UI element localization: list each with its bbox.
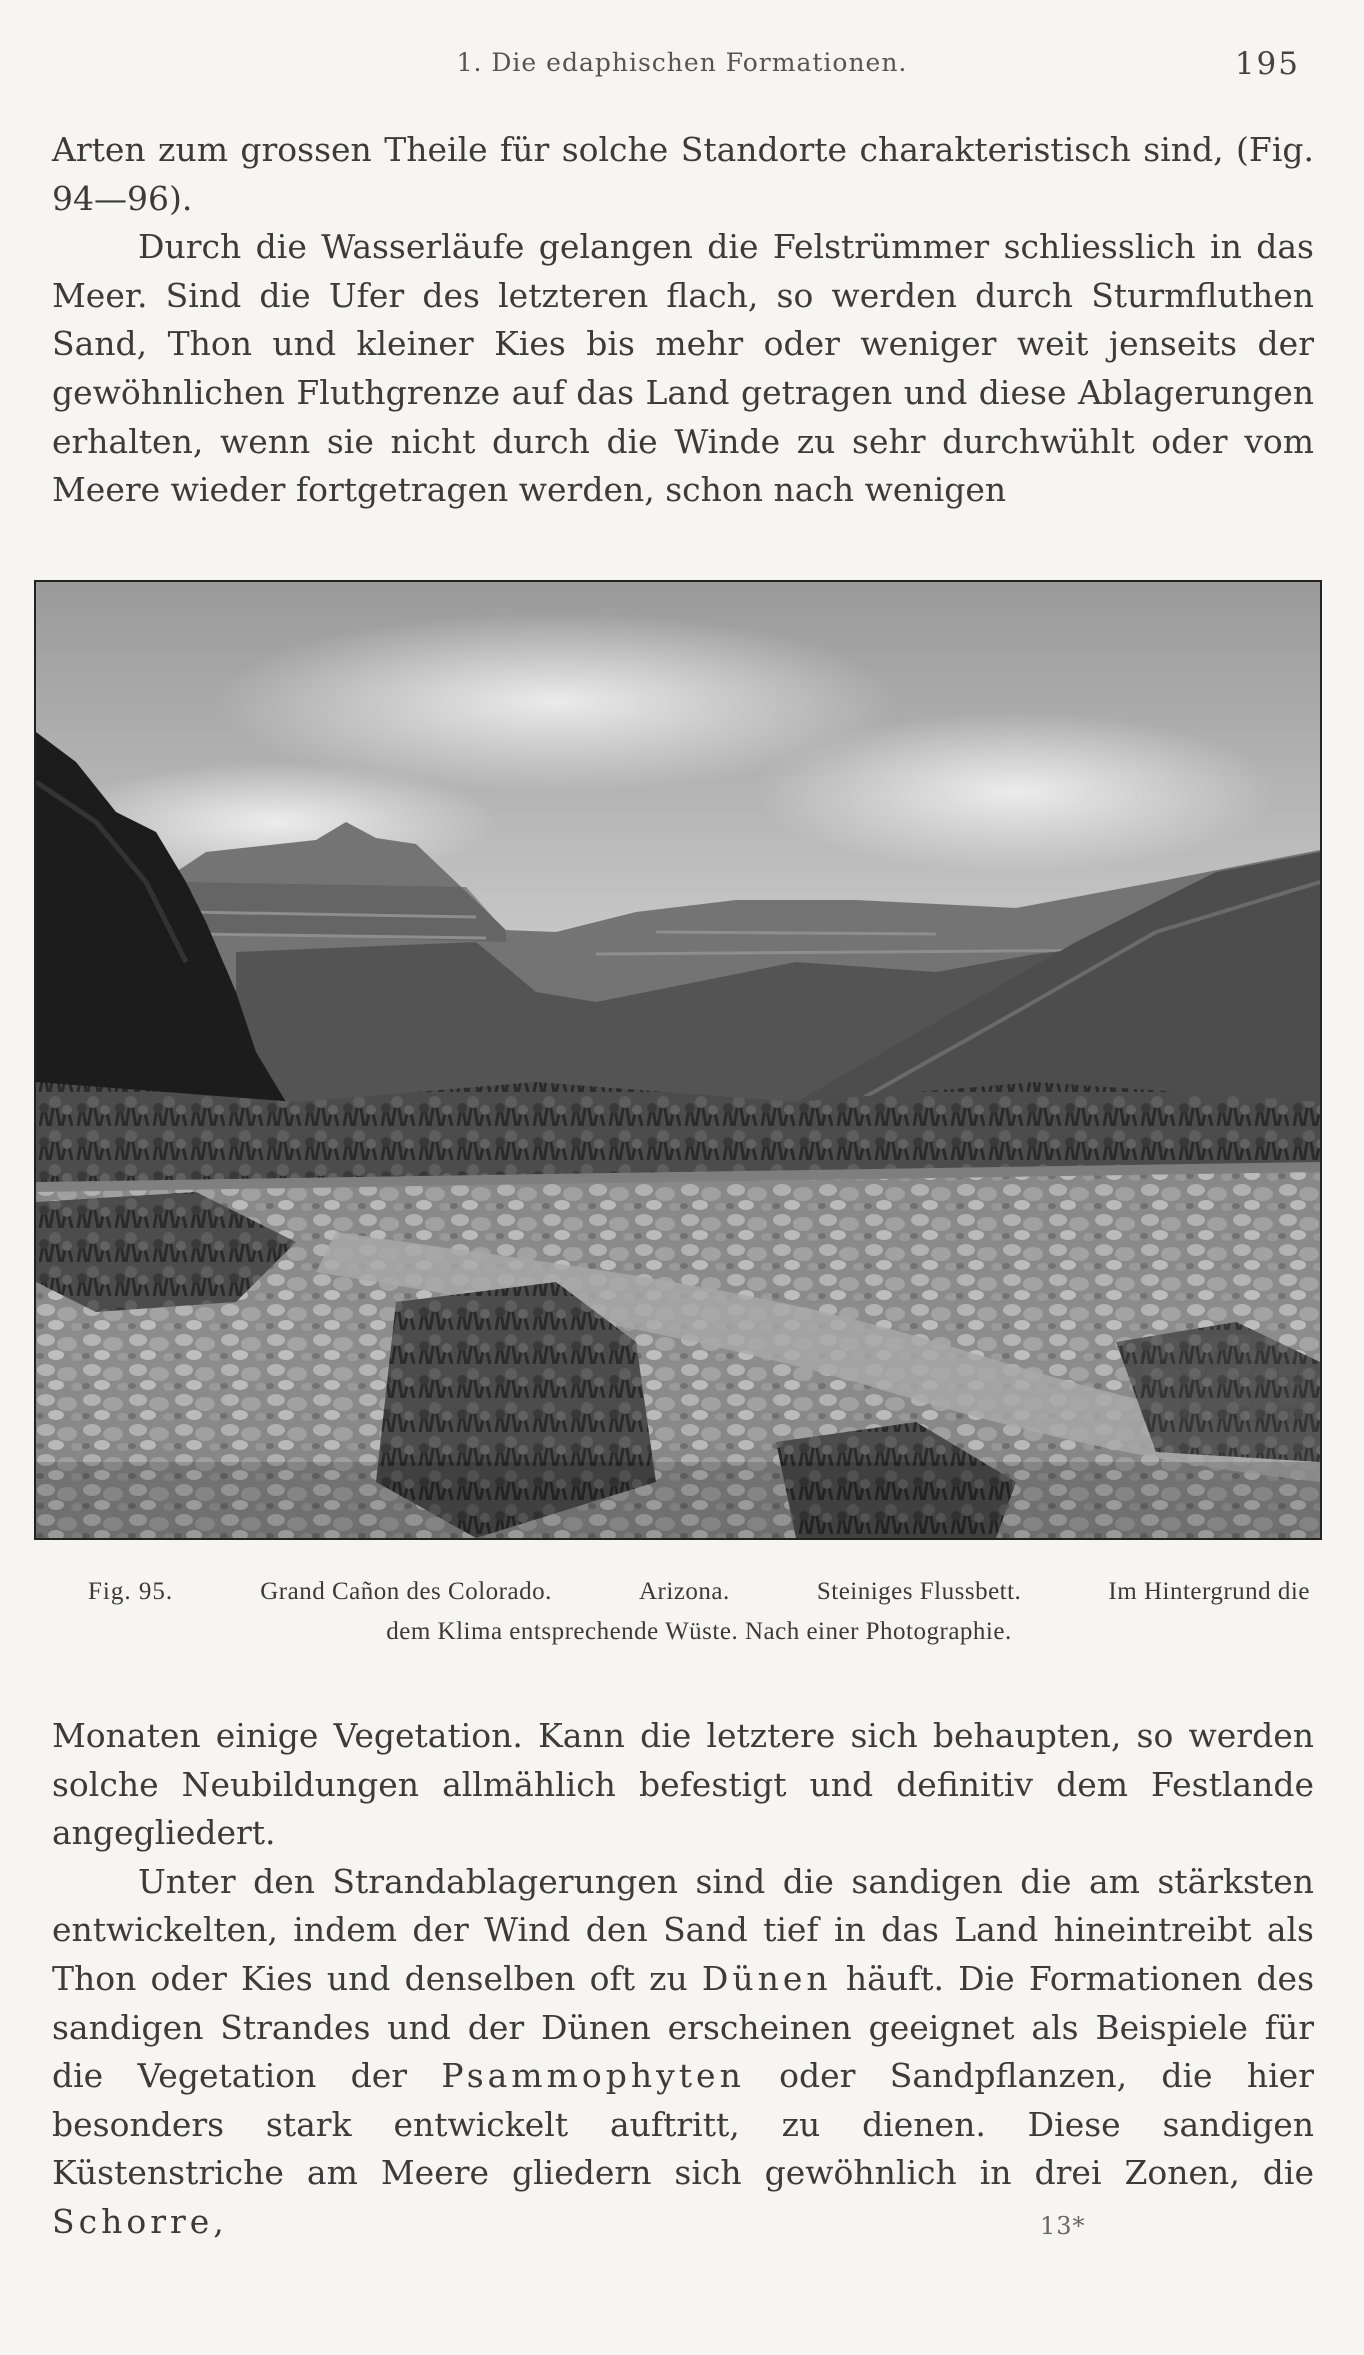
figure-caption (88, 1572, 1310, 1652)
text-run: Unter den Strandablagerungen sind die sandigen die am stärksten entwickelten, indem der Wind den Sand tief in das Land hineintreibt als Thon oder Kies und denselben oft zu (52, 1861, 1314, 1998)
caption-line (88, 1572, 1310, 1612)
emphasized-term: Psammophyten (441, 2056, 745, 2096)
running-head (52, 48, 1312, 88)
caption-line: dem Klima entsprechende Wüste. Nach einer Photographie. (386, 1618, 1012, 1645)
signature-mark: 13* (1040, 2212, 1086, 2240)
body-text-bottom (52, 1712, 1314, 2247)
caption-segment: Im Hintergrund die (1108, 1578, 1310, 1605)
paragraph (52, 1858, 1314, 2247)
body-text-top (52, 126, 1314, 515)
caption-segment: Steiniges Flussbett. (816, 1578, 1022, 1605)
page-number: 195 (1234, 46, 1300, 82)
paragraph: Durch die Wasserläufe gelangen die Felstrümmer schliesslich in das Meer. Sind die Ufer des letzteren flach, so werden durch Sturmfluthen Sand, Thon und kleiner Kies bis mehr oder weniger weit jenseits der gewöhnlichen Fluthgrenze auf das Land getragen und diese Ablagerungen erhalten, wenn sie nicht durch die Winde zu sehr durchwühlt oder vom Meere wieder fortgetragen werden, schon nach wenigen (52, 227, 1314, 510)
paragraph: Monaten einige Vegetation. Kann die letztere sich behaupten, so werden solche Neubildungen allmählich befestigt und definitiv dem Festlande angegliedert. (52, 1716, 1314, 1853)
running-title: 1. Die edaphischen Formationen. (456, 48, 908, 77)
caption-segment: Arizona. (638, 1578, 730, 1605)
figure-label: Fig. 95. (88, 1578, 174, 1605)
text-run: oder Sandpflanzen, die hier besonders stark entwickelt auftritt, zu dienen. Diese sandigen Küstenstriche am Meere gliedern sich gewöhnlich in drei Zonen, die (52, 2056, 1314, 2193)
text-run: häuft. Die Formationen des sandigen Strandes und der Dünen erscheinen geeignet als Beispiele für die Vegetation der (52, 1958, 1315, 2096)
paragraph: Arten zum grossen Theile für solche Standorte charakteristisch sind, (Fig. 94—96). (52, 130, 1314, 218)
emphasized-term: Dünen (701, 1958, 832, 1998)
canyon-photograph (34, 580, 1322, 1540)
emphasized-term: Schorre, (52, 2201, 228, 2241)
caption-segment: Grand Cañon des Colorado. (260, 1578, 552, 1605)
